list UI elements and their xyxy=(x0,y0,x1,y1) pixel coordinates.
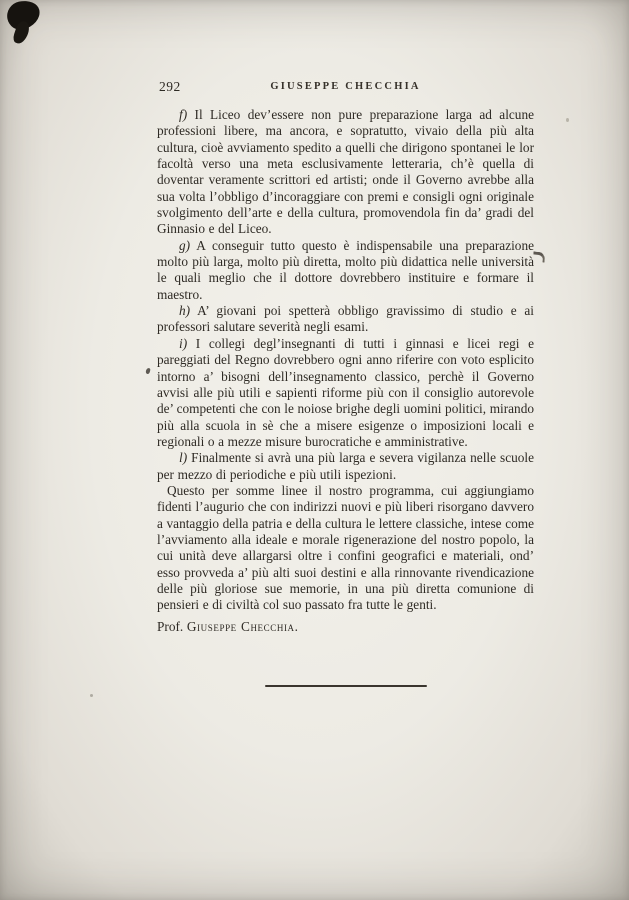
paragraph-h xyxy=(157,303,534,336)
paragraph-lead: f) xyxy=(179,107,188,122)
paragraph-f xyxy=(157,107,534,238)
scan-artifact-ink-blob xyxy=(12,20,31,46)
signature-name: Giuseppe Checchia. xyxy=(186,618,299,634)
paragraph-lead: g) xyxy=(179,237,191,253)
scan-artifact-speck xyxy=(566,118,569,122)
paragraph-text: A conseguir tutto questo è indispensabile una preparazione molto più larga, molto più diretta, molto più didattica nelle università le quali meglio che il dottore dovrebbero instituire e formare il maestro. xyxy=(157,237,535,302)
paragraph-text: A’ giovani poi spetterà obbligo gravissimo di studio e ai professori salutare severità negli esami. xyxy=(157,303,535,335)
paragraph-text: Il Liceo dev’essere non pure preparazione larga ad alcune professioni libere, ma ancora, e sopratutto, vivaio della più alta cultura, cioè avviamento spedito a quelli che dirigono spontanei le lor facoltà verso una meta esclusivamente letteraria, ch’è quella di doventar veramente scrittori ed artisti; onde il Governo avrebbe alla sua volta l’obbligo d’incoraggiare con premi e consigli ogni originale svolgimento dell’arte e della cultura, promovendola fin da’ gradi del Ginnasio e del Liceo. xyxy=(157,107,534,237)
page-number: 292 xyxy=(159,79,181,94)
scan-artifact-speck xyxy=(145,368,150,375)
running-header: GIUSEPPE CHECCHIA xyxy=(270,81,421,92)
paragraph-lead: h) xyxy=(179,303,191,319)
page-content xyxy=(157,78,534,687)
paragraph-lead: i) xyxy=(179,335,188,351)
paragraph-lead: l) xyxy=(179,450,188,466)
paragraph-g xyxy=(157,238,534,303)
page-header xyxy=(157,78,534,98)
scan-artifact-speck xyxy=(90,694,93,697)
body-text xyxy=(157,107,534,687)
paragraph-text: Finalmente si avrà una più larga e severa vigilanza nelle scuole per mezzo di periodiche e più utili ispezioni. xyxy=(157,450,535,482)
paragraph-closing: Questo per somme linee il nostro programma, cui aggiungiamo fidenti l’augurio che con indirizzi nuovi e più liberi risorgano davvero a vantaggio della patria e della cultura le lettere classiche, intese come l’avviamento alla ideale e morale rigenerazione del nostro popolo, la cui unità deve allargarsi oltre i confini geografici e materiali, ond’ esso provveda a’ più alti suoi destini e alla rinnovante rivendicazione delle più gloriose sue memorie, in una più diretta comunione di pensieri e di civiltà col suo passato fra tutte le genti. xyxy=(157,482,534,613)
paragraph-i xyxy=(157,336,534,450)
paragraph-l xyxy=(157,450,534,483)
author-signature xyxy=(157,619,534,635)
paragraph-text: I collegi degl’insegnanti di tutti i ginnasi e licei regi e pareggiati del Regno dovrebbero ogni anno riferire con voto esplicito intorno a’ bisogni dell’insegnamento classico, perchè il Governo avvisi alle più utili e sapienti riforme più con il consiglio autorevole de’ competenti che con le noiose brighe degli uomini politici, mirando più alla scuola in sè che a misere esigenze o imposizioni locali e regionali o a mezze misure burocratiche e amministrative. xyxy=(157,335,534,449)
scan-artifact-ink-blob xyxy=(4,0,42,32)
scan-artifact-mark xyxy=(533,251,546,262)
signature-prefix: Prof. xyxy=(157,618,184,634)
end-rule xyxy=(265,685,427,687)
